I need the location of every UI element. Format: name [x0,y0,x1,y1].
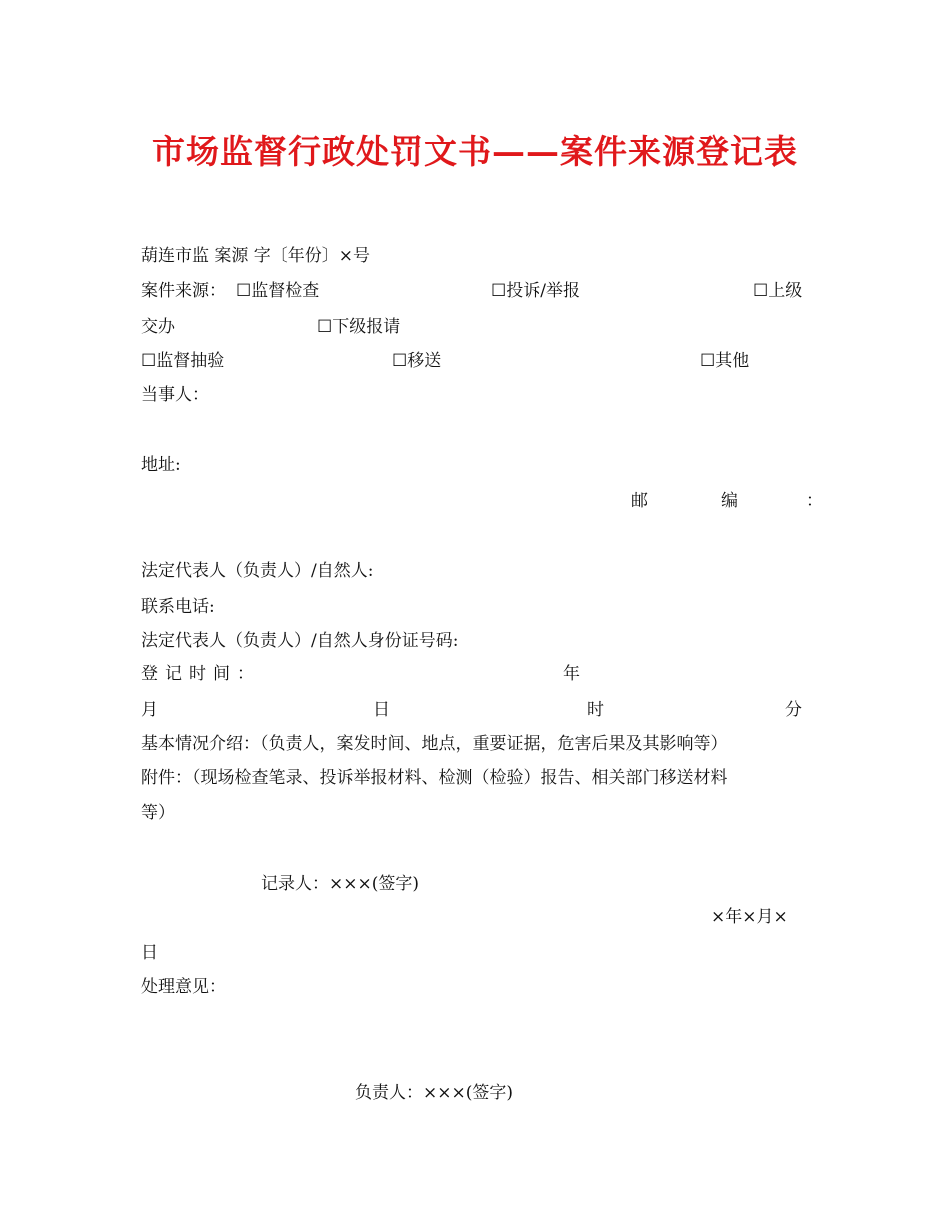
id-number-label: 法定代表人（负责人）/自然人身份证号码: [141,631,459,651]
registration-day-label: 日 [373,700,390,720]
superior-assigned-suffix: 交办 [141,317,175,337]
checkbox-subordinate-report[interactable]: ☐下级报请 [317,317,401,337]
handling-opinion-label: 处理意见： [141,977,226,997]
phone-label: 联系电话: [141,597,215,617]
postcode-char-1: 邮 [631,491,648,511]
registration-hour-label: 时 [587,700,604,720]
registration-month-label: 月 [141,700,158,720]
checkbox-complaint[interactable]: ☐投诉/举报 [491,281,580,301]
registration-time-label: 登记时间： [141,664,261,684]
attachment-line-2: 等） [141,803,175,823]
record-date-day: 日 [141,943,158,963]
doc-number: 葫连市监 案源 字〔年份〕×号 [141,246,371,266]
case-source-label: 案件来源： [141,281,226,301]
legal-rep-label: 法定代表人（负责人）/自然人: [141,561,374,581]
checkbox-other[interactable]: ☐其他 [700,351,750,371]
checkbox-supervision-sampling[interactable]: ☐监督抽验 [141,351,225,371]
attachment-line-1: 附件：（现场检查笔录、投诉举报材料、检测（检验）报告、相关部门移送材料 [141,768,728,788]
checkbox-superior-assigned[interactable]: ☐上级 [753,281,803,301]
responsible-signature: 负责人：×××(签字) [355,1083,513,1103]
postcode-colon: ： [806,491,823,511]
postcode-char-2: 编 [721,491,738,511]
registration-minute-label: 分 [785,700,802,720]
record-date: ×年×月× [711,907,788,927]
address-label: 地址: [141,455,181,475]
checkbox-supervision-check[interactable]: ☐监督检查 [236,281,320,301]
basic-info-label: 基本情况介绍：（负责人，案发时间、地点，重要证据，危害后果及其影响等） [141,734,728,754]
registration-year-label: 年 [563,664,580,684]
party-label: 当事人： [141,385,209,405]
document-title: 市场监督行政处罚文书——案件来源登记表 [152,132,798,171]
recorder-signature: 记录人：×××(签字) [261,874,419,894]
checkbox-transfer[interactable]: ☐移送 [392,351,442,371]
